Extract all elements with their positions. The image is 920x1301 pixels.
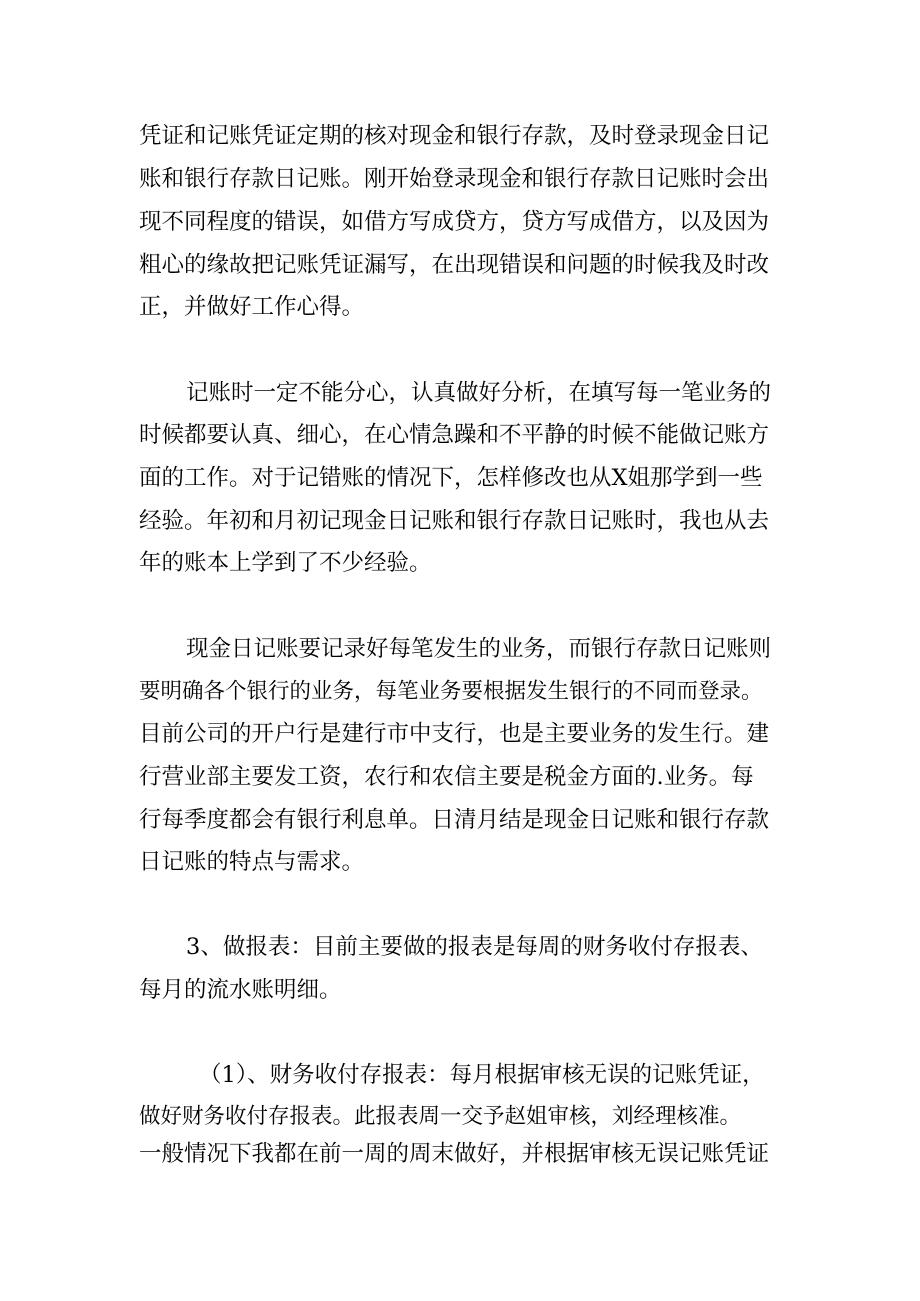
paragraph-3-line-5: 行每季度都会有银行利息单。日清月结是现金日记账和银行存款: [139, 807, 770, 833]
paragraph-2-line-2: 时候都要认真、细心，在心情急躁和不平静的时候不能做记账方: [139, 422, 770, 448]
paragraph-4-line-1: 3、做报表：目前主要做的报表是每周的财务收付存报表、: [186, 934, 763, 960]
paragraph-2-line-3: 面的工作。对于记错账的情况下，怎样修改也从X姐那学到一些: [139, 465, 763, 491]
paragraph-4-line-2: 每月的流水账明细。: [139, 977, 342, 1003]
paragraph-5-line-1: （1）、财务收付存报表：每月根据审核无误的记账凭证，: [199, 1062, 765, 1088]
paragraph-2-line-1: 记账时一定不能分心，认真做好分析，在填写每一笔业务的: [186, 380, 772, 406]
paragraph-3-line-4: 行营业部主要发工资，农行和农信主要是税金方面的.业务。每: [139, 764, 754, 790]
paragraph-1-line-1: 凭证和记账凭证定期的核对现金和银行存款，及时登录现金日记: [139, 123, 770, 149]
paragraph-2-line-5: 年的账本上学到了不少经验。: [139, 550, 432, 576]
paragraph-3-line-3: 目前公司的开户行是建行市中支行，也是主要业务的发生行。建: [139, 721, 770, 747]
paragraph-5-line-2: 做好财务收付存报表。此报表周一交予赵姐审核，刘经理核准。: [139, 1104, 742, 1129]
paragraph-3-line-6: 日记账的特点与需求。: [139, 849, 365, 875]
paragraph-1-line-2: 账和银行存款日记账。刚开始登录现金和银行存款日记账时会出: [139, 166, 770, 192]
paragraph-2-line-4: 经验。年初和月初记现金日记账和银行存款日记账时，我也从去: [139, 508, 770, 534]
paragraph-3-line-2: 要明确各个银行的业务，每笔业务要根据发生银行的不同而登录。: [139, 679, 763, 704]
paragraph-5-line-3: 一般情况下我都在前一周的周末做好，并根据审核无误记账凭证: [139, 1141, 770, 1167]
paragraph-3-line-1: 现金日记账要记录好每笔发生的业务，而银行存款日记账则: [186, 636, 772, 662]
paragraph-1-line-3: 现不同程度的错误，如借方写成贷方，贷方写成借方，以及因为: [139, 209, 770, 235]
paragraph-1-line-4: 粗心的缘故把记账凭证漏写，在出现错误和问题的时候我及时改: [139, 252, 770, 278]
paragraph-1-line-5: 正，并做好工作心得。: [139, 294, 365, 320]
